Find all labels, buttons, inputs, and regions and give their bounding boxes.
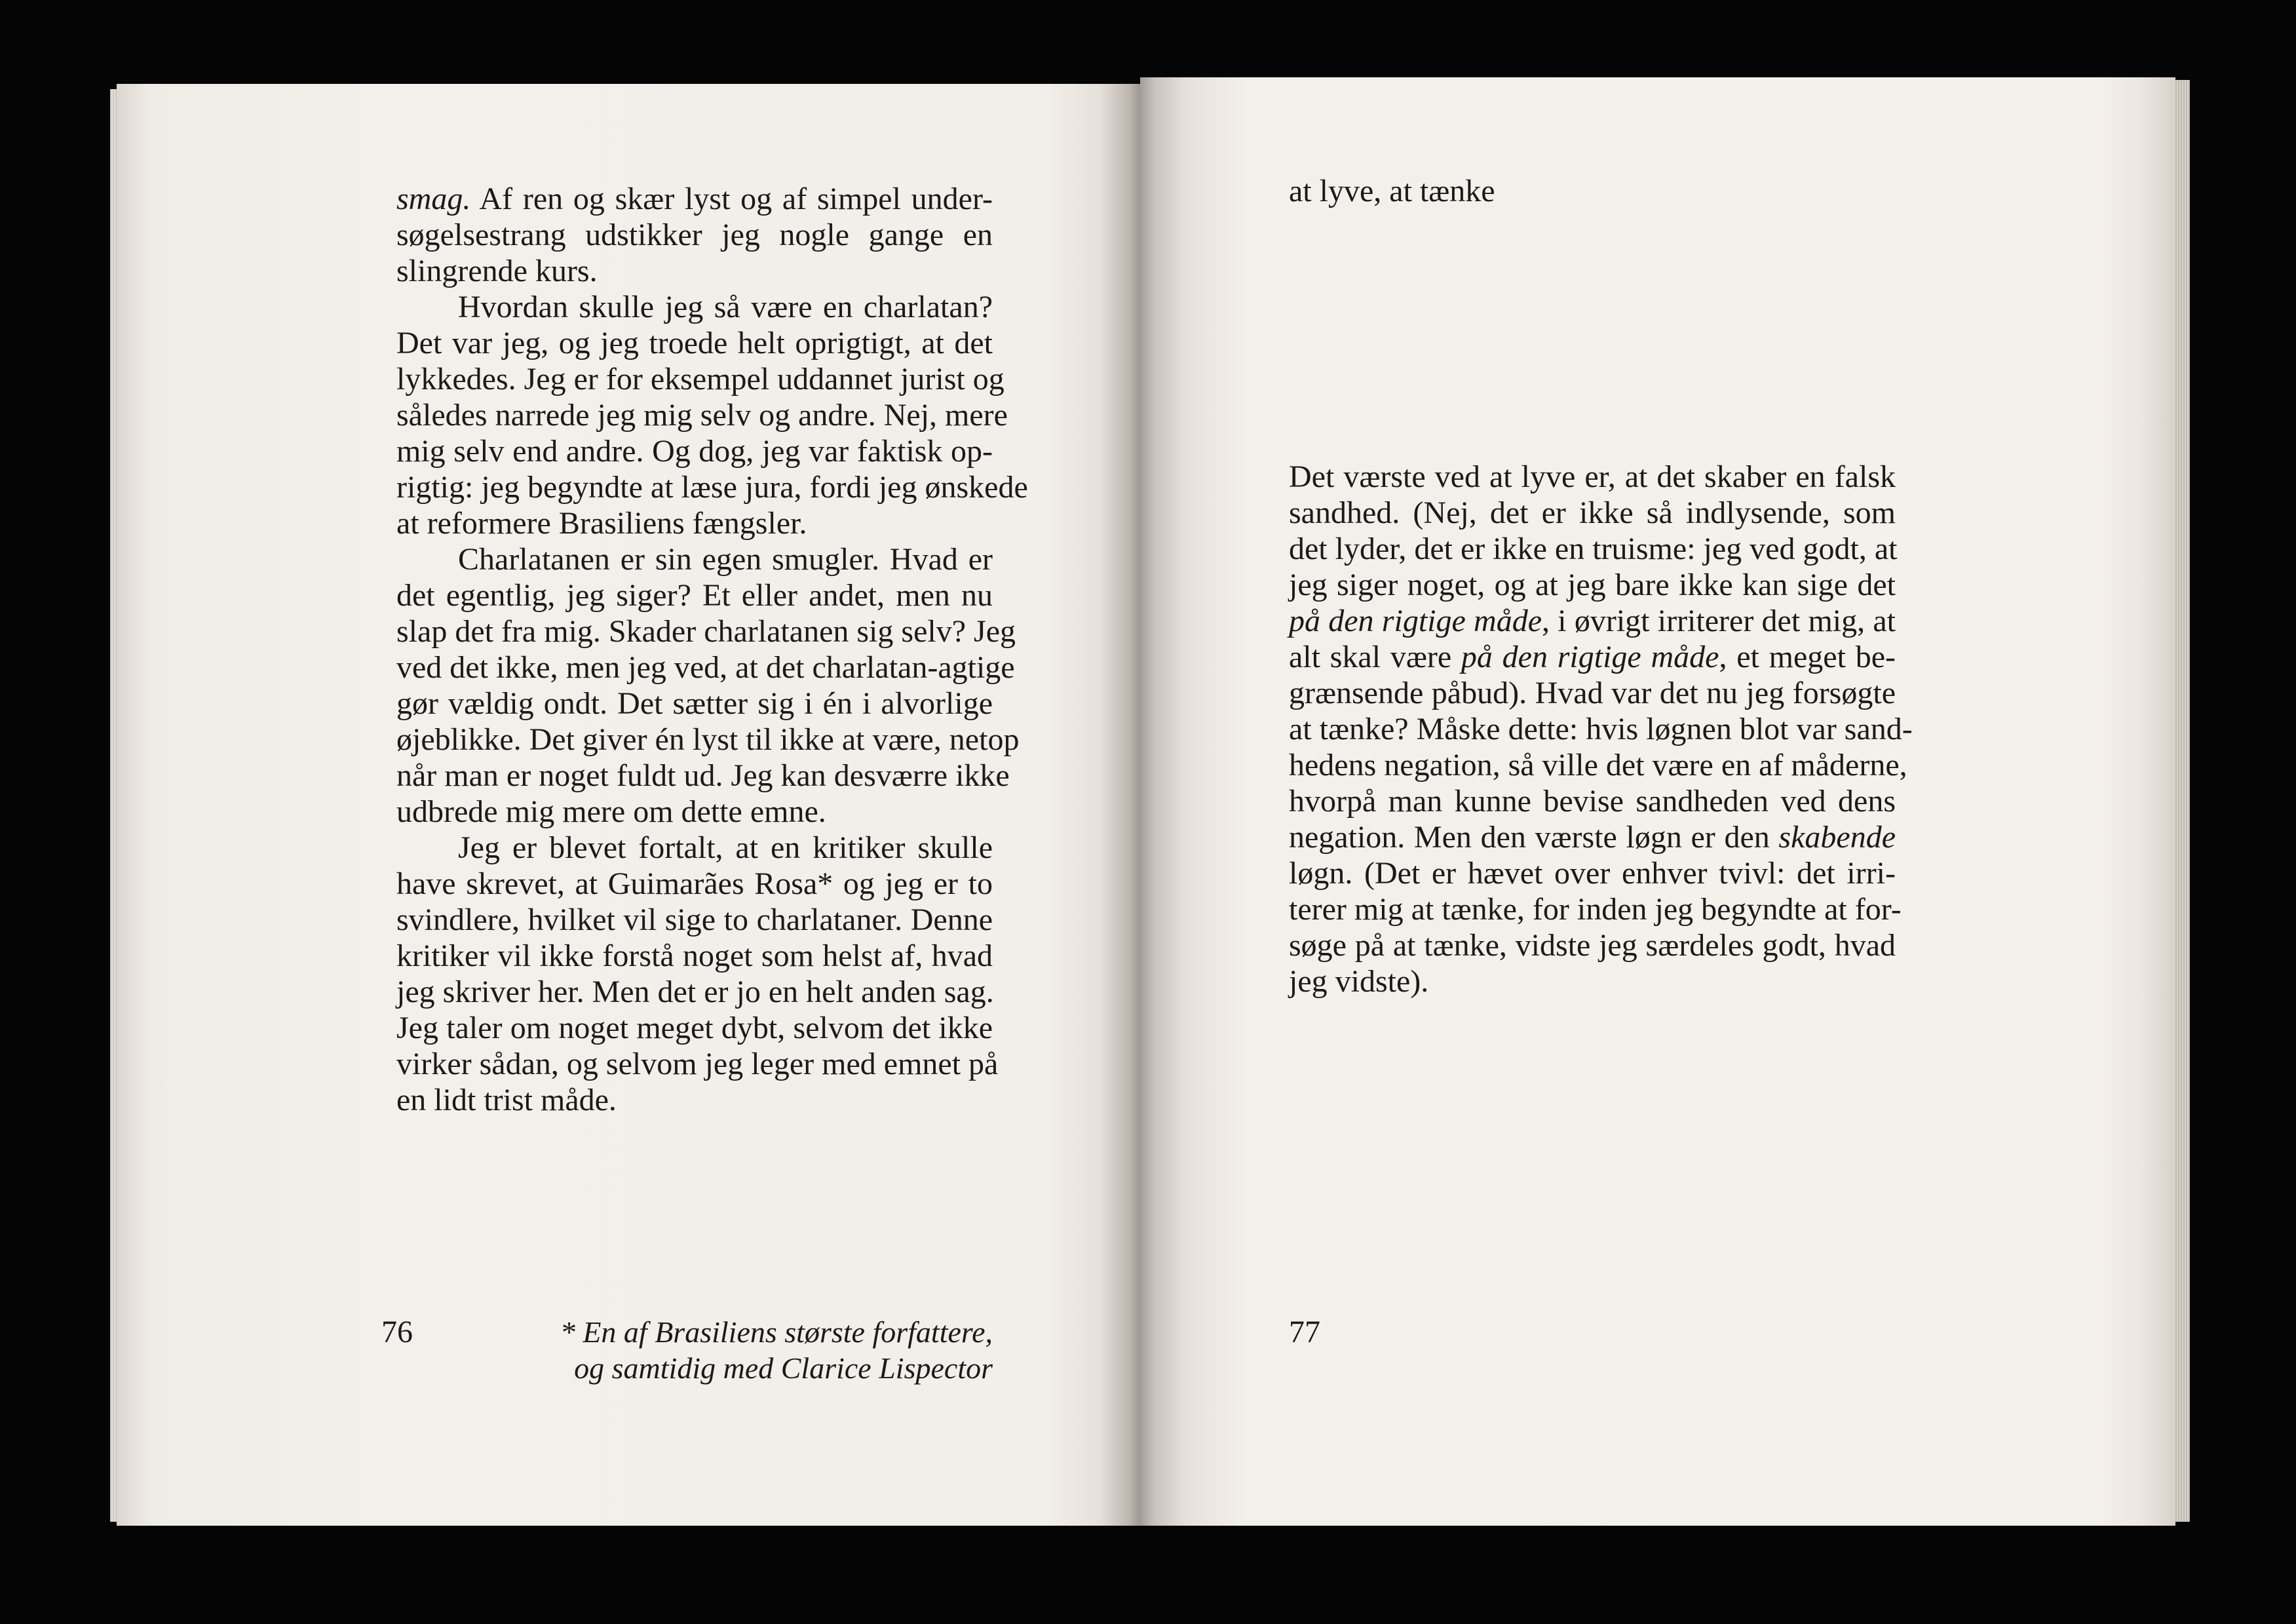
- text-line: rigtig: jeg begyndte at læse jura, fordi jeg ønskede: [396, 470, 1028, 505]
- text-line: kritiker vil ikke forstå noget som helst af, hvad: [396, 938, 993, 973]
- text-line: gør vældig ondt. Det sætter sig i én i alvorlige: [396, 686, 993, 721]
- running-head: at lyve, at tænke: [1289, 174, 1495, 208]
- text-line: Hvordan skulle jeg så være en charlatan?: [458, 290, 993, 324]
- right-page-number: 77: [1289, 1315, 1320, 1349]
- text-line: slingrende kurs.: [396, 254, 598, 288]
- text-line: sandhed. (Nej, det er ikke så indlysende, som: [1289, 495, 1896, 530]
- text-line: Jeg taler om noget meget dybt, selvom det ikke: [396, 1011, 993, 1045]
- text-line: en lidt trist måde.: [396, 1083, 617, 1117]
- text-line: udbrede mig mere om dette emne.: [396, 794, 826, 829]
- left-page-body: [396, 181, 1028, 1118]
- text-line: virker sådan, og selvom jeg leger med emnet på: [396, 1047, 999, 1081]
- text-line: når man er noget fuldt ud. Jeg kan desværre ikke: [396, 758, 1010, 793]
- text-line: jeg skriver her. Men det er jo en helt anden sag.: [396, 975, 994, 1009]
- text-line: søgelsestrang udstikker jeg nogle gange en: [396, 218, 993, 252]
- text-line: jeg siger noget, og at jeg bare ikke kan sige det: [1289, 568, 1896, 602]
- text-line: Det var jeg, og jeg troede helt oprigtigt, at det: [396, 326, 993, 360]
- text-line: at reformere Brasiliens fængsler.: [396, 506, 807, 541]
- footnote-line: og samtidig med Clarice Lispector: [574, 1351, 993, 1385]
- text-line: ved det ikke, men jeg ved, at det charlatan-agtige: [396, 650, 1015, 685]
- text-line: søge på at tænke, vidste jeg særdeles godt, hvad: [1289, 928, 1896, 963]
- text-line: at tænke? Måske dette: hvis løgnen blot var sand-: [1289, 712, 1913, 746]
- footnote-line: * En af Brasiliens største forfattere,: [560, 1315, 993, 1349]
- page-edges-right: [2174, 80, 2190, 1522]
- text-line: mig selv end andre. Og dog, jeg var faktisk op-: [396, 434, 993, 469]
- text-line: Det værste ved at lyve er, at det skaber en falsk: [1289, 459, 1896, 494]
- right-page-body: [1289, 459, 1913, 999]
- text-line: grænsende påbud). Hvad var det nu jeg forsøgte: [1289, 676, 1896, 710]
- text-line: løgn. (Det er hævet over enhver tvivl: det irri-: [1289, 856, 1896, 891]
- text-line: svindlere, hvilket vil sige to charlataner. Denne: [396, 902, 993, 937]
- left-page-number: 76: [381, 1315, 413, 1349]
- text-line: det lyder, det er ikke en truisme: jeg ved godt, at: [1289, 532, 1898, 566]
- text-line: negation. Men den værste løgn er den skabende: [1289, 820, 1896, 855]
- text-line: Jeg er blevet fortalt, at en kritiker skulle: [458, 830, 993, 865]
- text-line: terer mig at tænke, for inden jeg begyndte at for-: [1289, 892, 1902, 927]
- text-line: det egentlig, jeg siger? Et eller andet, men nu: [396, 578, 993, 613]
- text-line: øjeblikke. Det giver én lyst til ikke at være, netop: [396, 722, 1020, 757]
- text-line: smag. Af ren og skær lyst og af simpel under-: [396, 182, 993, 216]
- text-line: lykkedes. Jeg er for eksempel uddannet jurist og: [396, 362, 1004, 396]
- text-line: alt skal være på den rigtige måde, et meget be-: [1289, 640, 1896, 674]
- text-line: på den rigtige måde, i øvrigt irriterer det mig, at: [1289, 604, 1896, 638]
- text-line: hvorpå man kunne bevise sandheden ved dens: [1289, 784, 1896, 819]
- footnote: [531, 1314, 993, 1386]
- text-line: Charlatanen er sin egen smugler. Hvad er: [458, 542, 993, 577]
- text-line: hedens negation, så ville det være en af måderne,: [1289, 748, 1907, 783]
- text-line: have skrevet, at Guimarães Rosa* og jeg er to: [396, 866, 993, 901]
- text-line: slap det fra mig. Skader charlatanen sig selv? Jeg: [396, 614, 1016, 649]
- text-line: jeg vidste).: [1289, 964, 1429, 999]
- text-line: således narrede jeg mig selv og andre. Nej, mere: [396, 398, 1008, 433]
